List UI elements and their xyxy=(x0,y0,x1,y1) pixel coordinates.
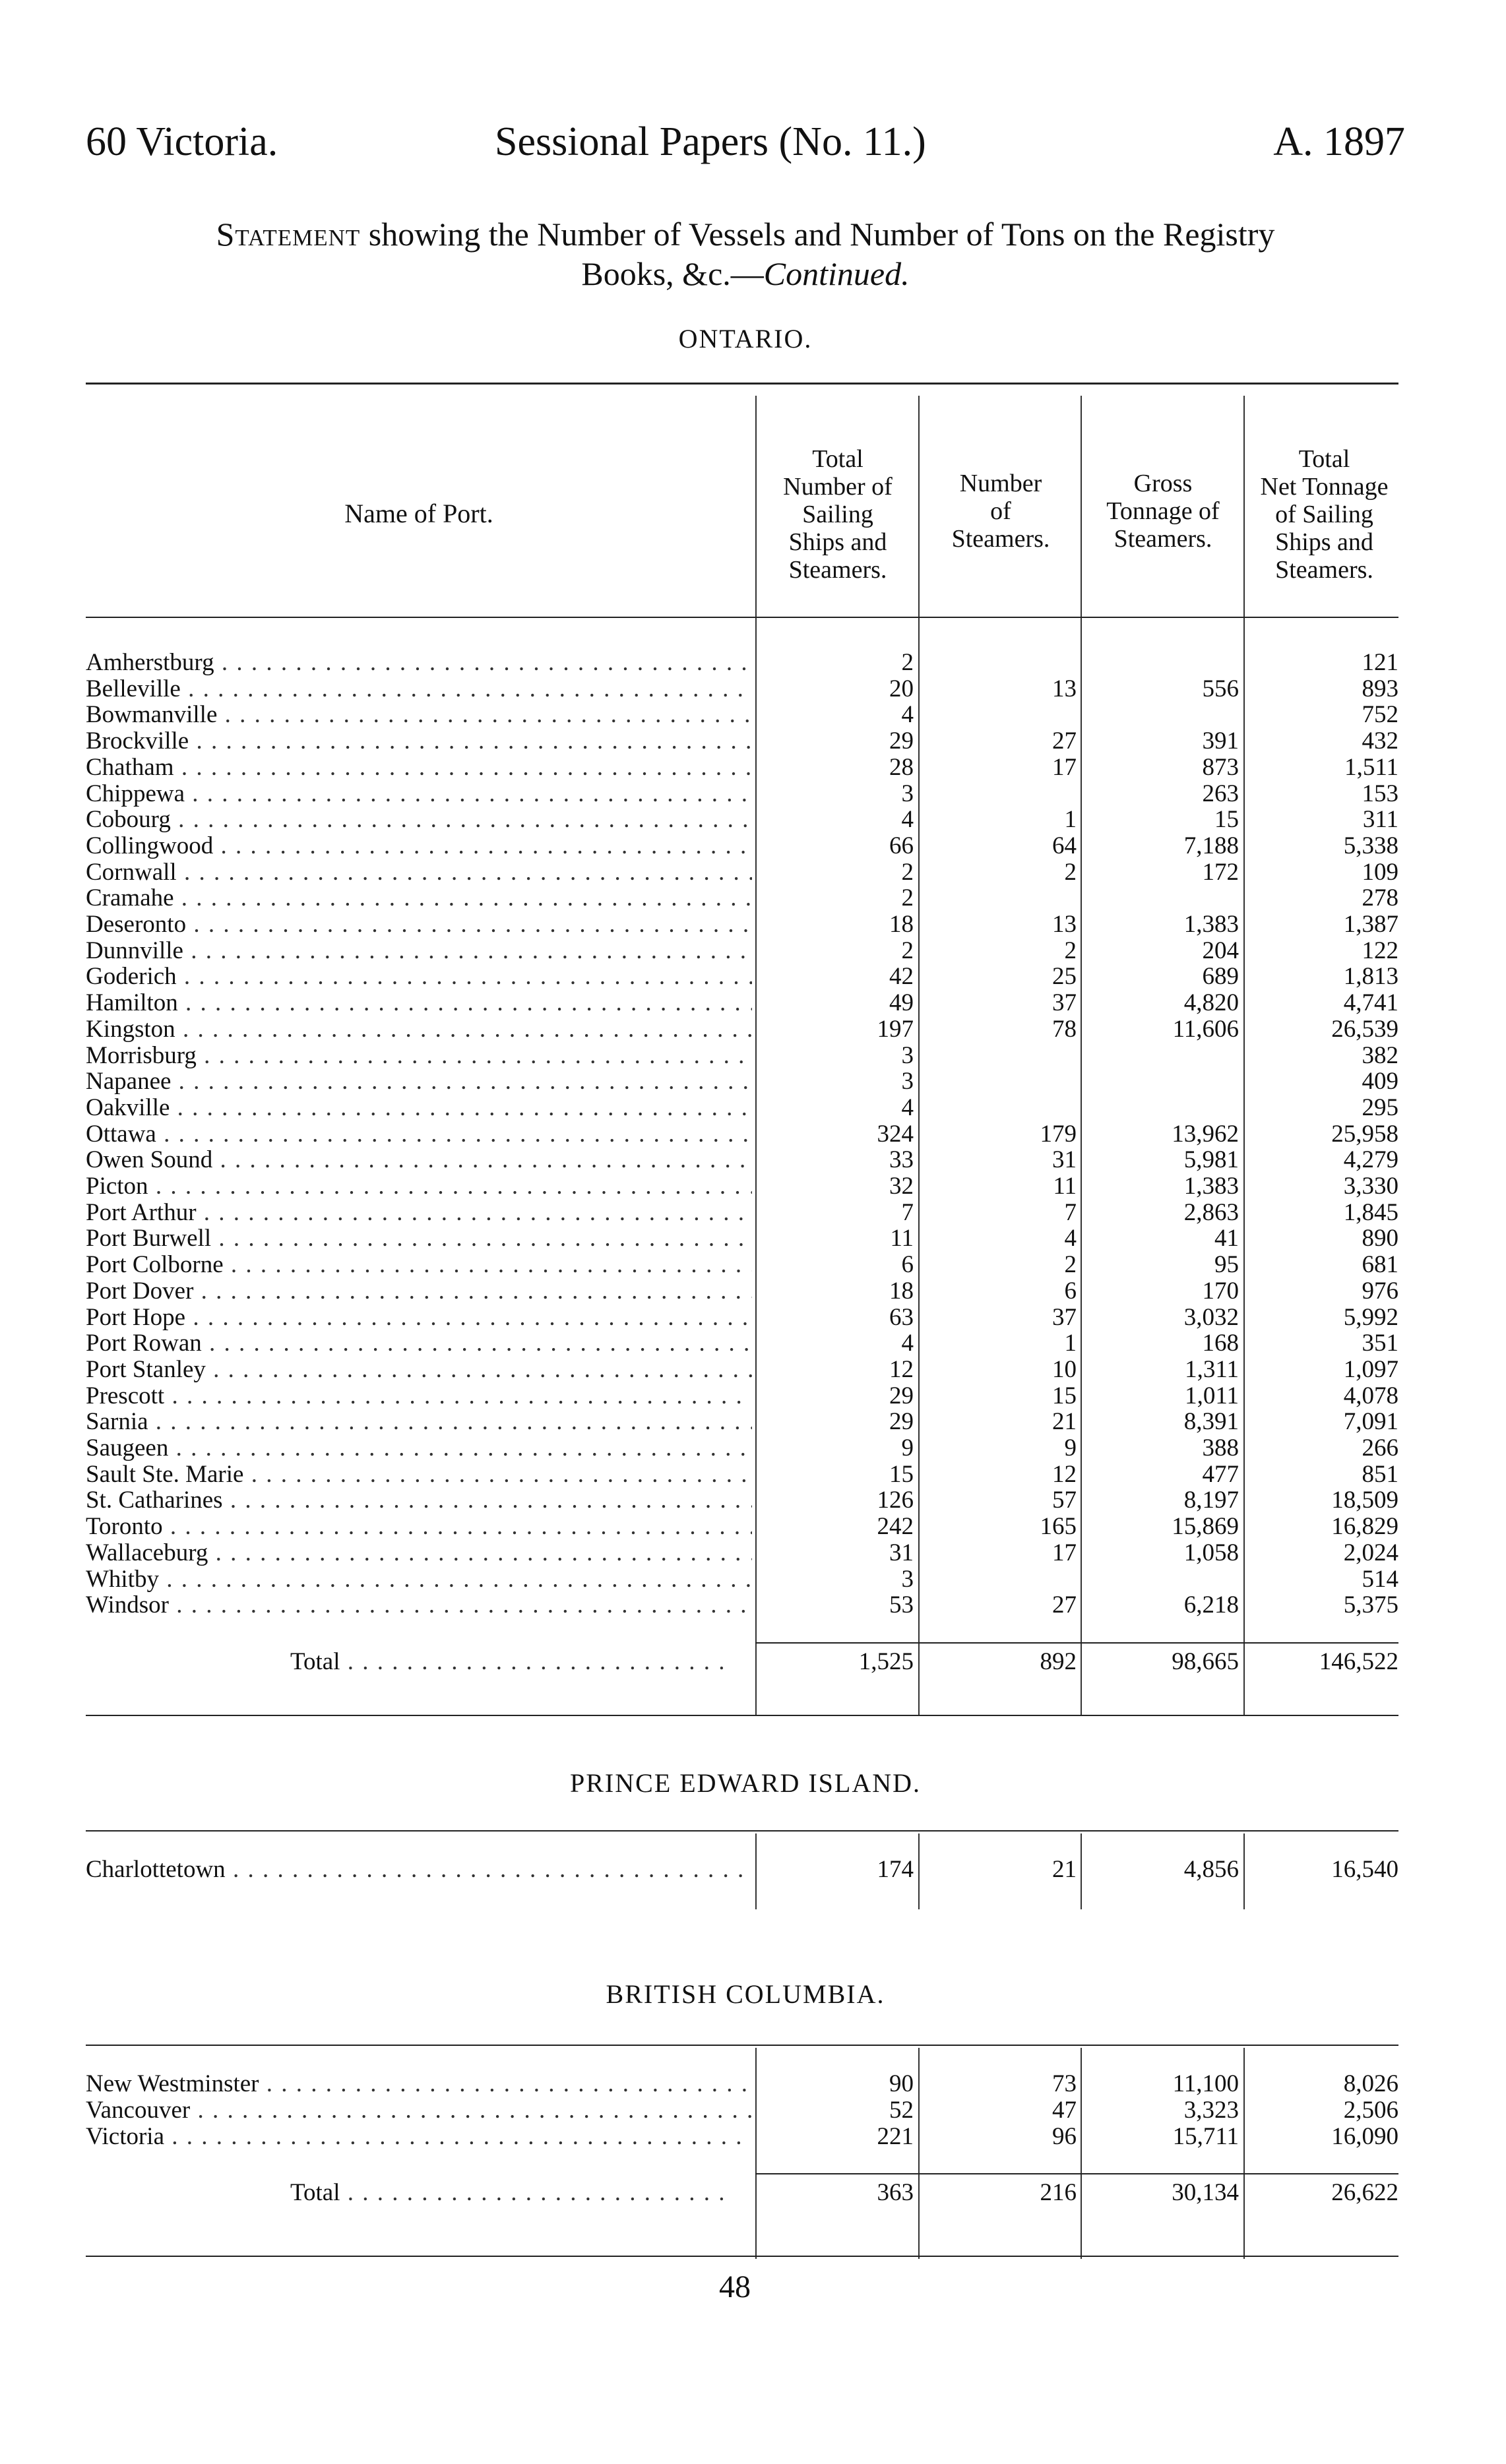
total-sailing-and-steamers: 12 xyxy=(889,1355,914,1383)
total-sailing-and-steamers: 3 xyxy=(901,1565,914,1593)
number-of-steamers: 21 xyxy=(1052,1856,1077,1883)
port-name: Port Colborne . . . xyxy=(86,1252,752,1278)
table-row xyxy=(86,755,1398,781)
port-name: Ottawa . . . xyxy=(86,1121,752,1148)
port-name: Chippewa . . . xyxy=(86,781,752,807)
total-sailing-and-steamers: 42 xyxy=(889,963,914,991)
port-name: Sarnia . . . xyxy=(86,1409,752,1435)
number-of-steamers: 17 xyxy=(1052,1539,1077,1566)
bc-total-row xyxy=(86,2180,1398,2206)
column-header-line: Total xyxy=(1298,445,1350,473)
statement-lead: Statement xyxy=(216,216,361,253)
net-tonnage: 4,078 xyxy=(1343,1382,1398,1409)
header-bottom-rule xyxy=(86,617,1398,618)
number-of-steamers: 13 xyxy=(1052,675,1077,702)
number-of-steamers: 1 xyxy=(1064,1330,1077,1357)
port-name: Bowmanville . . . xyxy=(86,702,752,728)
table-row xyxy=(86,885,1398,911)
table-row xyxy=(86,1357,1398,1383)
table-top-rule xyxy=(86,383,1398,385)
port-name: New Westminster . . . xyxy=(86,2071,752,2097)
gross-tonnage: 170 xyxy=(1202,1277,1239,1305)
total-sailing-and-steamers: 52 xyxy=(889,2097,914,2124)
net-tonnage: 121 xyxy=(1362,649,1398,676)
net-tonnage: 1,097 xyxy=(1343,1355,1398,1383)
number-of-steamers: 12 xyxy=(1052,1460,1077,1488)
total-sailing-and-steamers: 126 xyxy=(877,1487,914,1514)
table-row xyxy=(86,1278,1398,1305)
table-row xyxy=(86,1592,1398,1618)
column-header-name: Name of Port. xyxy=(344,499,493,528)
table-row xyxy=(86,990,1398,1016)
total-sailing-and-steamers: 2 xyxy=(901,937,914,964)
gross-tonnage: 873 xyxy=(1202,753,1239,781)
port-name: Vancouver . . . xyxy=(86,2097,752,2124)
gross-tonnage: 41 xyxy=(1214,1225,1239,1252)
total-sailing-and-steamers: 6 xyxy=(901,1251,914,1279)
gross-tonnage: 204 xyxy=(1202,937,1239,964)
total-sailing-and-steamers: 66 xyxy=(889,832,914,859)
port-name: Napanee . . . xyxy=(86,1068,752,1095)
net-tonnage: 514 xyxy=(1362,1565,1398,1593)
column-header-line: Steamers. xyxy=(1114,525,1212,553)
section-title-bc: BRITISH COLUMBIA. xyxy=(606,1979,885,2009)
total-sailing-and-steamers: 29 xyxy=(889,727,914,755)
gross-tonnage: 1,383 xyxy=(1183,1173,1239,1200)
total-label: Total . . . xyxy=(290,2180,726,2206)
port-name: Chatham . . . xyxy=(86,755,752,781)
net-tonnage: 1,387 xyxy=(1343,911,1398,938)
port-name: Amherstburg . . . xyxy=(86,650,752,676)
total-gross-tonnage: 98,665 xyxy=(1172,1648,1239,1675)
table-row xyxy=(86,2071,1398,2097)
total-sailing-and-steamers: 4 xyxy=(901,806,914,834)
number-of-steamers: 13 xyxy=(1052,911,1077,938)
total-sailing-and-steamers: 197 xyxy=(877,1015,914,1043)
gross-tonnage: 95 xyxy=(1214,1251,1239,1279)
port-name: Port Burwell . . . xyxy=(86,1225,752,1252)
net-tonnage: 5,375 xyxy=(1343,1591,1398,1619)
gross-tonnage: 5,981 xyxy=(1183,1146,1239,1174)
number-of-steamers: 31 xyxy=(1052,1146,1077,1174)
column-header-line: Ships and xyxy=(788,528,887,556)
total-sailing-and-steamers: 15 xyxy=(889,1460,914,1488)
number-of-steamers: 25 xyxy=(1052,963,1077,991)
net-tonnage: 351 xyxy=(1362,1330,1398,1357)
header-year: A. 1897 xyxy=(1273,119,1405,164)
column-header-line: Steamers. xyxy=(1275,556,1373,584)
number-of-steamers: 21 xyxy=(1052,1408,1077,1436)
column-header-line: of Sailing xyxy=(1275,501,1373,528)
number-of-steamers: 27 xyxy=(1052,727,1077,755)
total-sailing-and-steamers: 4 xyxy=(901,1093,914,1121)
column-header-line: Steamers. xyxy=(951,525,1050,553)
gross-tonnage: 8,391 xyxy=(1183,1408,1239,1436)
total-sailing-and-steamers: 33 xyxy=(889,1146,914,1174)
net-tonnage: 266 xyxy=(1362,1434,1398,1462)
table-row xyxy=(86,2124,1398,2150)
number-of-steamers: 15 xyxy=(1052,1382,1077,1409)
table-row xyxy=(86,1462,1398,1488)
total-sailing-and-steamers: 29 xyxy=(889,1382,914,1409)
net-tonnage: 16,540 xyxy=(1331,1856,1398,1883)
number-of-steamers: 9 xyxy=(1064,1434,1077,1462)
number-of-steamers: 27 xyxy=(1052,1591,1077,1619)
number-of-steamers: 37 xyxy=(1052,989,1077,1017)
gross-tonnage: 388 xyxy=(1202,1434,1239,1462)
net-tonnage: 409 xyxy=(1362,1068,1398,1095)
column-header-gross-tonnage xyxy=(1084,470,1242,553)
table-row xyxy=(86,964,1398,990)
column-header-line: Ships and xyxy=(1275,528,1373,556)
gross-tonnage: 4,820 xyxy=(1183,989,1239,1017)
gross-tonnage: 15,869 xyxy=(1172,1513,1239,1541)
table-row xyxy=(86,1305,1398,1331)
gross-tonnage: 391 xyxy=(1202,727,1239,755)
number-of-steamers: 10 xyxy=(1052,1355,1077,1383)
net-tonnage: 681 xyxy=(1362,1251,1398,1279)
column-header-line: Total xyxy=(812,445,863,473)
table-row xyxy=(86,859,1398,886)
gross-tonnage: 3,323 xyxy=(1183,2097,1239,2124)
column-header-line: Net Tonnage xyxy=(1260,473,1389,501)
net-tonnage: 8,026 xyxy=(1343,2070,1398,2097)
port-name: Port Dover . . . xyxy=(86,1278,752,1305)
port-name: Cornwall . . . xyxy=(86,859,752,886)
net-tonnage: 2,506 xyxy=(1343,2097,1398,2124)
port-name: Morrisburg . . . xyxy=(86,1043,752,1069)
gross-tonnage: 1,311 xyxy=(1185,1355,1239,1383)
gross-tonnage: 6,218 xyxy=(1183,1591,1239,1619)
total-sailing-and-steamers: 221 xyxy=(877,2123,914,2150)
gross-tonnage: 15,711 xyxy=(1172,2123,1239,2150)
gross-tonnage: 168 xyxy=(1202,1330,1239,1357)
bc-bottom-rule xyxy=(86,2256,1398,2257)
port-name: Picton . . . xyxy=(86,1173,752,1200)
number-of-steamers: 7 xyxy=(1064,1198,1077,1226)
port-name: Owen Sound . . . xyxy=(86,1147,752,1173)
gross-tonnage: 556 xyxy=(1202,675,1239,702)
port-name: Port Stanley . . . xyxy=(86,1357,752,1383)
gross-tonnage: 1,058 xyxy=(1183,1539,1239,1566)
total-sailing-and-steamers: 32 xyxy=(889,1173,914,1200)
column-header-line: Tonnage of xyxy=(1106,497,1220,525)
port-name: Brockville . . . xyxy=(86,728,752,755)
total-sailing-and-steamers: 11 xyxy=(890,1225,914,1252)
table-row xyxy=(86,807,1398,833)
number-of-steamers: 2 xyxy=(1064,937,1077,964)
port-name: Collingwood . . . xyxy=(86,833,752,859)
total-sailing-and-steamers: 7 xyxy=(901,1198,914,1226)
table-row xyxy=(86,1540,1398,1566)
port-name: Wallaceburg . . . xyxy=(86,1540,752,1566)
table-row xyxy=(86,1147,1398,1173)
port-name: Dunnville . . . xyxy=(86,938,752,964)
net-tonnage: 7,091 xyxy=(1343,1408,1398,1436)
page-header xyxy=(86,119,1405,178)
total-sailing-and-steamers: 31 xyxy=(889,1539,914,1566)
total-sailing-and-steamers: 53 xyxy=(889,1591,914,1619)
statement-line1: showing the Number of Vessels and Number of Tons on the Registry xyxy=(368,216,1275,253)
net-tonnage: 295 xyxy=(1362,1093,1398,1121)
net-tonnage: 432 xyxy=(1362,727,1398,755)
gross-tonnage: 11,606 xyxy=(1172,1015,1239,1043)
gross-tonnage: 4,856 xyxy=(1183,1856,1239,1883)
port-name: Kingston . . . xyxy=(86,1016,752,1043)
port-name: Victoria . . . xyxy=(86,2124,752,2150)
column-header-line: Number xyxy=(959,470,1042,497)
section-title-ontario: ONTARIO. xyxy=(678,324,813,354)
gross-tonnage: 3,032 xyxy=(1183,1303,1239,1331)
total-sailing-and-steamers: 9 xyxy=(901,1434,914,1462)
number-of-steamers: 6 xyxy=(1064,1277,1077,1305)
gross-tonnage: 7,188 xyxy=(1183,832,1239,859)
port-name: Deseronto . . . xyxy=(86,911,752,938)
table-row xyxy=(86,1487,1398,1514)
net-tonnage: 1,813 xyxy=(1343,963,1398,991)
net-tonnage: 4,279 xyxy=(1343,1146,1398,1174)
table-row xyxy=(86,676,1398,702)
table-row xyxy=(86,1435,1398,1462)
port-name: Prescott . . . xyxy=(86,1383,752,1409)
total-steamers: 892 xyxy=(1040,1648,1077,1675)
table-row xyxy=(86,1857,1398,1883)
total-sailing-and-steamers: 2 xyxy=(901,649,914,676)
number-of-steamers: 57 xyxy=(1052,1487,1077,1514)
total-sailing-and-steamers: 242 xyxy=(877,1513,914,1541)
bc-total-rule xyxy=(755,2173,1398,2174)
total-sailing-and-steamers: 2 xyxy=(901,884,914,912)
column-header-total xyxy=(759,445,917,584)
column-header-line: Gross xyxy=(1133,470,1193,497)
number-of-steamers: 47 xyxy=(1052,2097,1077,2124)
net-tonnage: 976 xyxy=(1362,1277,1398,1305)
total-sailing-and-steamers: 18 xyxy=(889,1277,914,1305)
gross-tonnage: 2,863 xyxy=(1183,1198,1239,1226)
port-name: Belleville . . . xyxy=(86,676,752,702)
port-name: Charlottetown . . . xyxy=(86,1857,752,1883)
port-name: Port Hope . . . xyxy=(86,1305,752,1331)
table-row xyxy=(86,1566,1398,1593)
number-of-steamers: 4 xyxy=(1064,1225,1077,1252)
table-row xyxy=(86,1252,1398,1278)
total-sailing-and-steamers: 1,525 xyxy=(858,1648,914,1675)
number-of-steamers: 73 xyxy=(1052,2070,1077,2097)
gross-tonnage: 263 xyxy=(1202,780,1239,807)
ontario-total-row xyxy=(86,1649,1398,1675)
net-tonnage: 3,330 xyxy=(1343,1173,1398,1200)
number-of-steamers: 64 xyxy=(1052,832,1077,859)
table-row xyxy=(86,938,1398,964)
net-tonnage: 382 xyxy=(1362,1041,1398,1069)
table-row xyxy=(86,1095,1398,1121)
ontario-bottom-rule xyxy=(86,1715,1398,1716)
port-name: St. Catharines . . . xyxy=(86,1487,752,1514)
net-tonnage: 25,958 xyxy=(1331,1120,1398,1148)
port-name: Cobourg . . . xyxy=(86,807,752,833)
port-name: Windsor . . . xyxy=(86,1592,752,1618)
column-header-net-tonnage xyxy=(1247,445,1402,584)
net-tonnage: 752 xyxy=(1362,701,1398,729)
total-sailing-and-steamers: 28 xyxy=(889,753,914,781)
total-sailing-and-steamers: 63 xyxy=(889,1303,914,1331)
gross-tonnage: 13,962 xyxy=(1172,1120,1239,1148)
net-tonnage: 1,845 xyxy=(1343,1198,1398,1226)
gross-tonnage: 477 xyxy=(1202,1460,1239,1488)
header-papers: Sessional Papers (No. 11.) xyxy=(495,119,926,164)
page-number: 48 xyxy=(719,2269,751,2304)
port-name: Oakville . . . xyxy=(86,1095,752,1121)
net-tonnage: 890 xyxy=(1362,1225,1398,1252)
port-name: Saugeen . . . xyxy=(86,1435,752,1462)
net-tonnage: 1,511 xyxy=(1344,753,1398,781)
port-name: Goderich . . . xyxy=(86,964,752,990)
net-tonnage: 5,338 xyxy=(1343,832,1398,859)
table-row xyxy=(86,1016,1398,1043)
port-name: Sault Ste. Marie . . . xyxy=(86,1462,752,1488)
column-header-line: Steamers. xyxy=(788,556,887,584)
total-sailing-and-steamers: 324 xyxy=(877,1120,914,1148)
net-tonnage: 5,992 xyxy=(1343,1303,1398,1331)
bc-top-rule xyxy=(86,2045,1398,2046)
gross-tonnage: 689 xyxy=(1202,963,1239,991)
net-tonnage: 4,741 xyxy=(1343,989,1398,1017)
net-tonnage: 18,509 xyxy=(1331,1487,1398,1514)
net-tonnage: 153 xyxy=(1362,780,1398,807)
gross-tonnage: 8,197 xyxy=(1183,1487,1239,1514)
number-of-steamers: 165 xyxy=(1040,1513,1077,1541)
total-sailing-and-steamers: 3 xyxy=(901,1068,914,1095)
number-of-steamers: 78 xyxy=(1052,1015,1077,1043)
table-row xyxy=(86,1121,1398,1148)
total-net-tonnage: 26,622 xyxy=(1331,2179,1398,2206)
total-sailing-and-steamers: 363 xyxy=(877,2179,914,2206)
net-tonnage: 851 xyxy=(1362,1460,1398,1488)
total-sailing-and-steamers: 3 xyxy=(901,780,914,807)
net-tonnage: 26,539 xyxy=(1331,1015,1398,1043)
number-of-steamers: 2 xyxy=(1064,858,1077,886)
port-name: Hamilton . . . xyxy=(86,990,752,1016)
table-row xyxy=(86,650,1398,676)
total-sailing-and-steamers: 90 xyxy=(889,2070,914,2097)
net-tonnage: 278 xyxy=(1362,884,1398,912)
table-row xyxy=(86,1173,1398,1200)
table-row xyxy=(86,1409,1398,1435)
number-of-steamers: 37 xyxy=(1052,1303,1077,1331)
gross-tonnage: 11,100 xyxy=(1172,2070,1239,2097)
number-of-steamers: 179 xyxy=(1040,1120,1077,1148)
table-row xyxy=(86,1383,1398,1409)
number-of-steamers: 96 xyxy=(1052,2123,1077,2150)
total-gross-tonnage: 30,134 xyxy=(1172,2179,1239,2206)
net-tonnage: 16,829 xyxy=(1331,1513,1398,1541)
table-row xyxy=(86,1200,1398,1226)
port-name: Cramahe . . . xyxy=(86,885,752,911)
net-tonnage: 122 xyxy=(1362,937,1398,964)
table-row xyxy=(86,1514,1398,1540)
table-row xyxy=(86,1043,1398,1069)
section-title-pei: PRINCE EDWARD ISLAND. xyxy=(570,1768,921,1798)
total-label: Total . . . xyxy=(290,1649,726,1675)
total-sailing-and-steamers: 49 xyxy=(889,989,914,1017)
column-header-line: of xyxy=(990,497,1011,525)
net-tonnage: 16,090 xyxy=(1331,2123,1398,2150)
gross-tonnage: 172 xyxy=(1202,858,1239,886)
statement-line2: Books, &c.— xyxy=(581,255,764,292)
table-row xyxy=(86,728,1398,755)
number-of-steamers: 11 xyxy=(1053,1173,1077,1200)
net-tonnage: 109 xyxy=(1362,858,1398,886)
table-row xyxy=(86,2097,1398,2124)
port-name: Port Arthur . . . xyxy=(86,1200,752,1226)
table-row xyxy=(86,1330,1398,1357)
statement-title xyxy=(86,214,1405,293)
gross-tonnage: 15 xyxy=(1214,806,1239,834)
net-tonnage: 893 xyxy=(1362,675,1398,702)
total-sailing-and-steamers: 2 xyxy=(901,858,914,886)
port-name: Toronto . . . xyxy=(86,1514,752,1540)
gross-tonnage: 1,383 xyxy=(1183,911,1239,938)
number-of-steamers: 2 xyxy=(1064,1251,1077,1279)
header-session: 60 Victoria. xyxy=(86,119,278,164)
total-net-tonnage: 146,522 xyxy=(1319,1648,1398,1675)
net-tonnage: 2,024 xyxy=(1343,1539,1398,1566)
total-sailing-and-steamers: 4 xyxy=(901,1330,914,1357)
total-sailing-and-steamers: 3 xyxy=(901,1041,914,1069)
table-row xyxy=(86,702,1398,728)
gross-tonnage: 1,011 xyxy=(1185,1382,1239,1409)
column-header-steamers xyxy=(922,470,1080,553)
port-name: Whitby . . . xyxy=(86,1566,752,1593)
statement-continued: Continued. xyxy=(763,255,910,292)
total-steamers: 216 xyxy=(1040,2179,1077,2206)
column-header-line: Sailing xyxy=(802,501,873,528)
table-row xyxy=(86,911,1398,938)
total-sailing-and-steamers: 20 xyxy=(889,675,914,702)
total-rule xyxy=(755,1642,1398,1644)
total-sailing-and-steamers: 29 xyxy=(889,1408,914,1436)
total-sailing-and-steamers: 18 xyxy=(889,911,914,938)
column-header-line: Number of xyxy=(783,473,893,501)
number-of-steamers: 1 xyxy=(1064,806,1077,834)
table-row xyxy=(86,1068,1398,1095)
total-sailing-and-steamers: 174 xyxy=(877,1856,914,1883)
table-row xyxy=(86,781,1398,807)
table-row xyxy=(86,1225,1398,1252)
number-of-steamers: 17 xyxy=(1052,753,1077,781)
net-tonnage: 311 xyxy=(1362,806,1398,834)
table-row xyxy=(86,833,1398,859)
pei-top-rule xyxy=(86,1830,1398,1832)
total-sailing-and-steamers: 4 xyxy=(901,701,914,729)
port-name: Port Rowan . . . xyxy=(86,1330,752,1357)
